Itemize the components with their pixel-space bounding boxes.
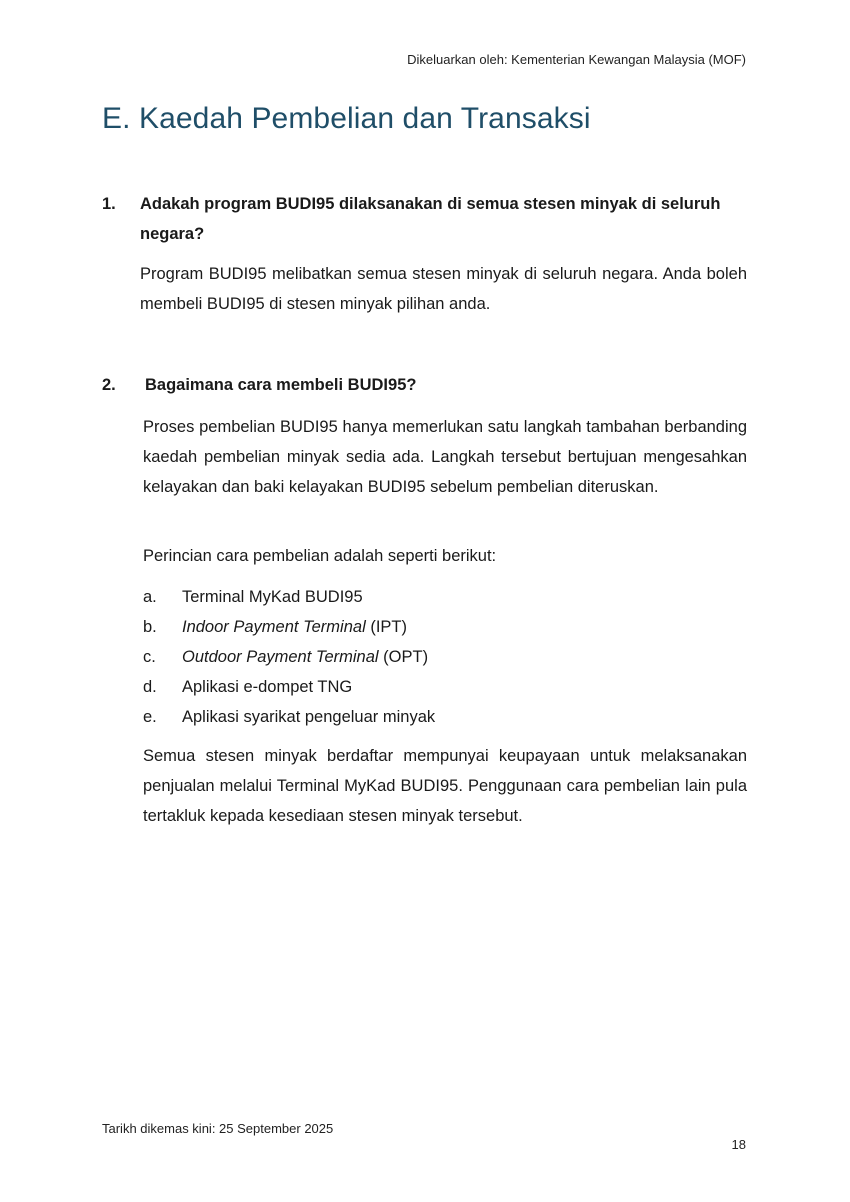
- purchase-methods-list: [143, 582, 743, 732]
- list-item-label: b.: [143, 618, 157, 636]
- header-issuer: Dikeluarkan oleh: Kementerian Kewangan Malaysia (MOF): [407, 52, 746, 67]
- question-number: 2.: [102, 376, 116, 394]
- list-item-text: Aplikasi syarikat pengeluar minyak: [182, 708, 436, 726]
- page-number: 18: [731, 1137, 746, 1152]
- answer-1-paragraph: Program BUDI95 melibatkan semua stesen minyak di seluruh negara. Anda boleh membeli BUDI95 di stesen minyak pilihan anda.: [140, 265, 747, 313]
- question-text: Adakah program BUDI95 dilaksanakan di semua stesen minyak di seluruh negara?: [140, 195, 721, 243]
- answer-2-paragraph: Proses pembelian BUDI95 hanya memerlukan satu langkah tambahan berbanding kaedah pembelian minyak sedia ada. Langkah tersebut bertujuan mengesahkan kelayakan dan baki kelayakan BUDI95 sebelum pembelian diteruskan.: [143, 418, 747, 496]
- question-number: 1.: [102, 195, 116, 213]
- section-title: E. Kaedah Pembelian dan Transaksi: [102, 102, 591, 135]
- question-2: [102, 370, 747, 400]
- list-item: [143, 642, 743, 672]
- question-text: Bagaimana cara membeli BUDI95?: [145, 376, 417, 394]
- list-item-italic: Outdoor Payment Terminal: [182, 648, 379, 666]
- footer-updated-date: Tarikh dikemas kini: 25 September 2025: [102, 1121, 334, 1136]
- answer-2-closing: Semua stesen minyak berdaftar mempunyai keupayaan untuk melaksanakan penjualan melalui Terminal MyKad BUDI95. Penggunaan cara pembelian lain pula tertakluk kepada kesediaan stesen minyak tersebut.: [143, 747, 747, 825]
- list-item: [143, 672, 743, 702]
- list-item: [143, 702, 743, 732]
- list-item-label: d.: [143, 678, 157, 696]
- list-item-text: [182, 642, 428, 672]
- list-item-text: Terminal MyKad BUDI95: [182, 588, 363, 606]
- list-item: [143, 582, 743, 612]
- answer-2-intro: Perincian cara pembelian adalah seperti berikut:: [143, 547, 497, 565]
- list-item-label: a.: [143, 588, 157, 606]
- list-item-suffix: (OPT): [378, 648, 429, 666]
- list-item-text: [182, 612, 407, 642]
- list-item-suffix: (IPT): [365, 618, 407, 636]
- list-item-label: e.: [143, 708, 157, 726]
- list-item-label: c.: [143, 648, 156, 666]
- list-item-text: Aplikasi e-dompet TNG: [182, 678, 353, 696]
- list-item-italic: Indoor Payment Terminal: [182, 618, 366, 636]
- list-item: [143, 612, 743, 642]
- question-1: [102, 189, 747, 249]
